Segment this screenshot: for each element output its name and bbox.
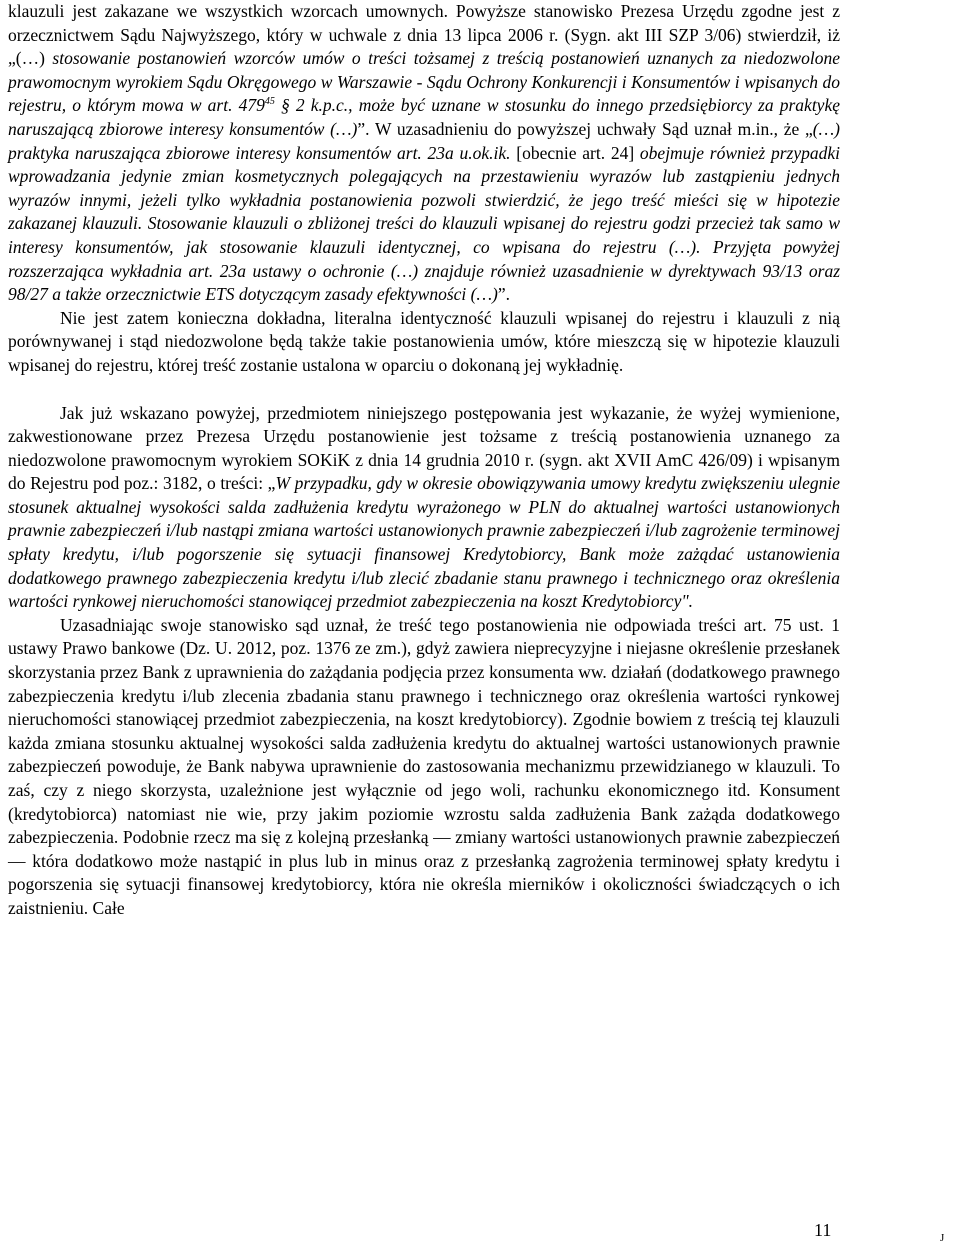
text-run: Jak już wskazano powyżej, przedmiotem niniejszego postępowania jest wykazanie, że wyżej wymienione, zakwestionowane przez Prezesa Urzędu postanowienie jest tożsame z treścią postanowienia uznanego za niedozwolone prawomocnym wyrokiem SOKiK z dnia 14 grudnia 2010 r. (sygn. akt XVII AmC 426/09) i wpisanym do Rejestru pod poz.: 3182, o treści: „ [8, 402, 840, 494]
page-number: 11 [814, 1220, 832, 1240]
italic-run: stosowanie postanowień wzorców umów o treści tożsamej z treścią postanowień uznanych za niedozwolone prawomocnym wyrokiem Sądu Okręgowego w Warszawie - Sądu Ochrony Konkurencji i Konsumentów i wpisanych do rejestru, o którym mowa w art. 479 [8, 48, 840, 116]
paragraph [8, 0, 840, 307]
text-run: ”. [497, 284, 511, 305]
italic-run: obejmuje również przypadki wprowadzania jedynie zmian kosmetycznych polegających na przestawieniu wyrazów lub zastąpieniu jednych wyrazów innymi, jeżeli tylko wykładnia postanowienia pozwoli stwierdzić, że jego treść mieści się w hipotezie zakazanej klauzuli. Stosowanie klauzuli o zbliżonej treści do klauzuli wpisanej do rejestru godzi przecież tak samo w interesy konsumentów, jak stosowanie klauzuli identycznej, co wpisana do rejestru (…). Przyjęta powyżej rozszerzająca wykładnia art. 23a ustawy o ochronie (…) znajduje również uzasadnienie w dyrektywach 93/13 oraz 98/27 a także orzecznictwie ETS dotyczącym zasady efektywności (…) [8, 142, 840, 305]
text-run: Nie jest zatem konieczna dokładna, literalna identyczność klauzuli wpisanej do rejestru i klauzuli z nią porównywanej i stąd niedozwolone będą także takie postanowienia umów, które mieszczą się w hipotezie klauzuli wpisanej do rejestru, której treść zostanie ustalona w oparciu o dokonaną jej wykładnię. [8, 307, 840, 375]
paragraph [8, 614, 840, 921]
superscript: 45 [264, 96, 275, 108]
paragraph [8, 307, 840, 378]
corner-mark: J [940, 1232, 945, 1244]
italic-run: W przypadku, gdy w okresie obowiązywania umowy kredytu zwiększeniu ulegnie stosunek aktualnej wysokości salda zadłużenia kredytu wyrażonego w PLN do aktualnej wartości ustanowionych prawnie zabezpieczeń i/lub nastąpi zmiana wartości ustanowionych prawnie zabezpieczeń i/lub zagrożenie terminowej spłaty kredytu, i/lub pogorszenie się sytuacji finansowej Kredytobiorcy, Bank może zażądać ustanowienia dodatkowego prawnego zabezpieczenia kredytu i/lub zlecić zbadanie stanu prawnego i technicznego oraz określenia wartości rynkowej nieruchomości stanowiącej przedmiot zabezpieczenia na koszt Kredytobiorcy". [8, 473, 840, 612]
document-body [8, 0, 840, 921]
text-run: klauzuli jest zakazane we wszystkich wzorcach umownych. Powyższe stanowisko Prezesa Urzędu zgodne jest z orzecznictwem Sądu Najwyższego, który w uchwale z dnia 13 lipca 2006 r. (Sygn. akt III SZP 3/06) stwierdził, iż „(…) [8, 1, 840, 69]
text-run: ”. W uzasadnieniu do powyższej uchwały Sąd uznał m.in., że „ [357, 118, 813, 139]
italic-run: (…) praktyka naruszająca zbiorowe interesy konsumentów art. 23a u.ok.ik. [8, 118, 840, 163]
text-run: Uzasadniając swoje stanowisko sąd uznał, że treść tego postanowienia nie odpowiada treści art. 75 ust. 1 ustawy Prawo bankowe (Dz. U. 2012, poz. 1376 ze zm.), gdyż zawiera nieprecyzyjne i niejasne określenie przesłanek skorzystania przez Bank z uprawnienia do zażądania podjęcia przez konsumenta ww. działań (dodatkowego prawnego zabezpieczenia kredytu i/lub zlecenia zbadania stanu prawnego i technicznego oraz określenia wartości rynkowej nieruchomości stanowiącej przedmiot zabezpieczenia, na koszt kredytobiorcy). Zgodnie bowiem z treścią tej klauzuli każda zmiana stosunku aktualnej wysokości salda zadłużenia kredytu do aktualnej wartości ustanowionych prawnie zabezpieczeń powoduje, że Bank nabywa uprawnienie do zastosowania mechanizmu przewidzianego w klauzuli. To zaś, czy z niego skorzysta, uzależnione jest wyłącznie od jego woli, rachunku ekonomicznego itd. Konsument (kredytobiorca) natomiast nie wie, przy jakim poziomie wzrostu salda zadłużenia Bank zażąda dodatkowego zabezpieczenia. Podobnie rzecz ma się z kolejną przesłanką — zmiany wartości ustanowionych prawnie zabezpieczeń — która dodatkowo może nastąpić in plus lub in minus oraz z przesłanką zagrożenia terminowej spłaty kredytu i pogorszenia się sytuacji finansowej kredytobiorcy, która nie określa mierników i okoliczności świadczących o ich zaistnieniu. Całe [8, 614, 840, 918]
text-run: [obecnie art. 24] [510, 142, 640, 163]
italic-run: § 2 k.p.c., może być uznane w stosunku do innego przedsiębiorcy za praktykę naruszającą zbiorowe interesy konsumentów (…) [8, 95, 840, 139]
paragraph [8, 402, 840, 614]
